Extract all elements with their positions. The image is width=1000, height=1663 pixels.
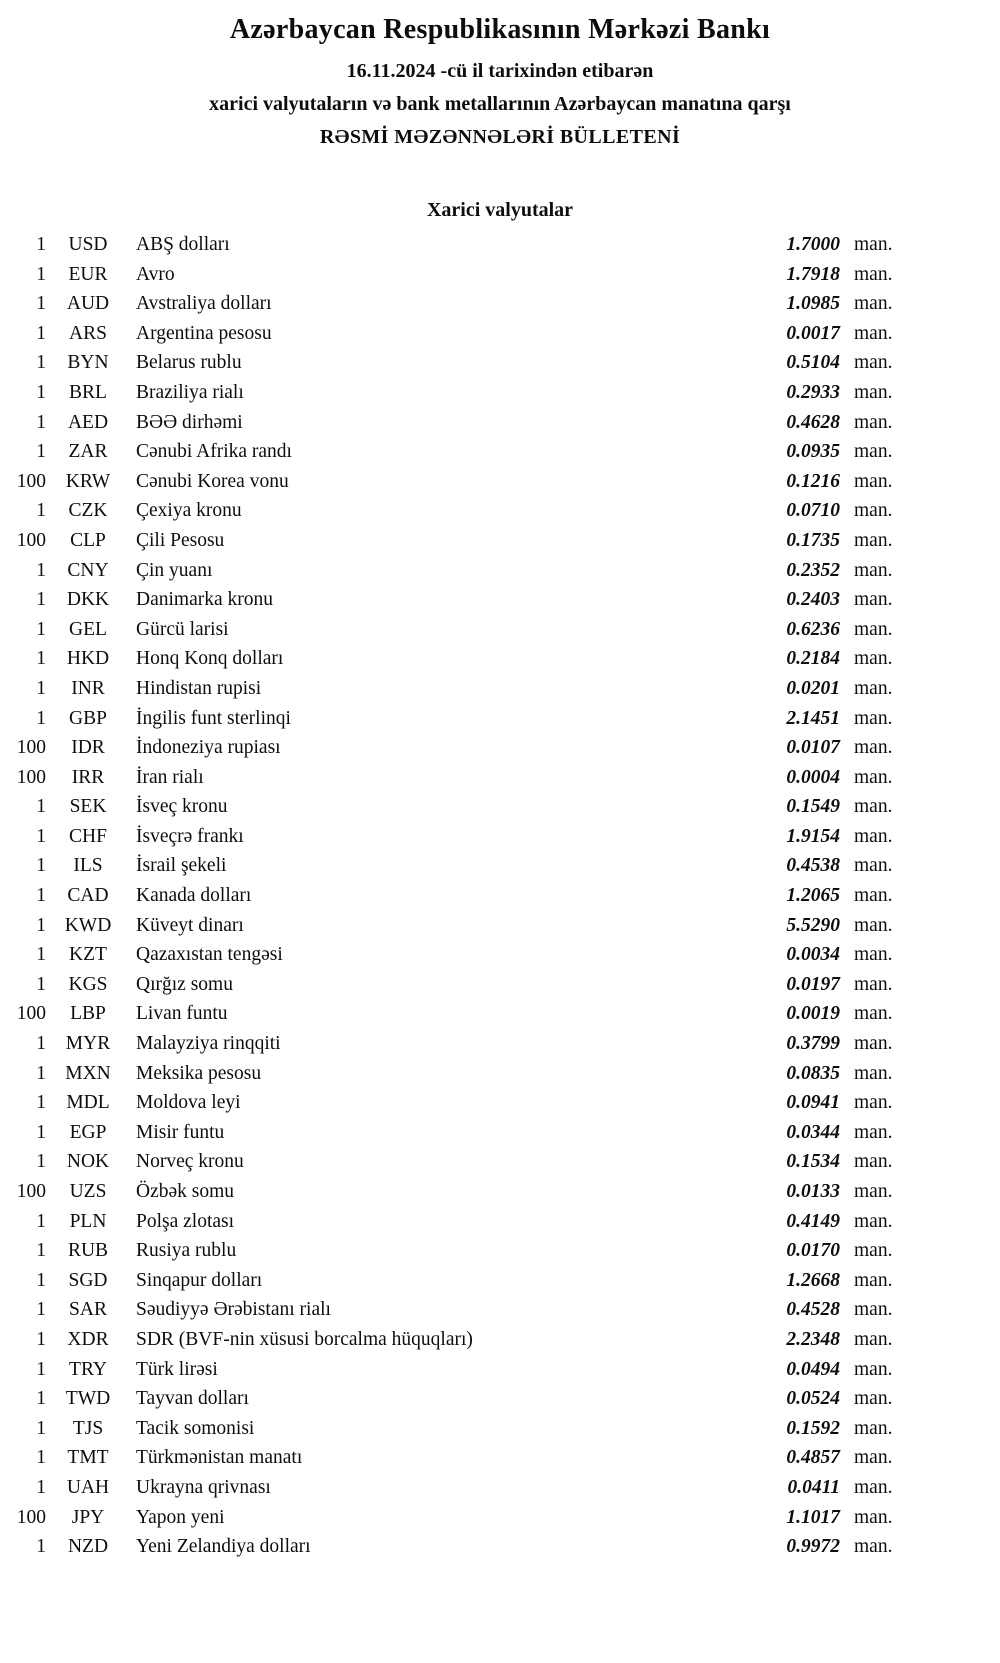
rate-row bbox=[0, 1147, 1000, 1177]
rate-code: CLP bbox=[70, 529, 106, 551]
rate-code: MYR bbox=[65, 1033, 111, 1055]
rate-unit: man. bbox=[854, 381, 893, 403]
rate-row bbox=[0, 1532, 1000, 1562]
rate-code: GBP bbox=[69, 707, 107, 729]
rate-value: 0.2933 bbox=[786, 381, 840, 403]
rate-value: 0.0034 bbox=[786, 944, 840, 966]
rate-qty: 1 bbox=[36, 618, 46, 640]
rate-name: Qazaxıstan tengəsi bbox=[136, 944, 283, 966]
rate-row bbox=[0, 674, 1000, 704]
rate-unit: man. bbox=[854, 1328, 893, 1350]
rate-code: UAH bbox=[66, 1476, 110, 1498]
rate-qty: 1 bbox=[36, 973, 46, 995]
rate-value: 1.2065 bbox=[786, 885, 840, 907]
rate-row bbox=[0, 348, 1000, 378]
rate-qty: 100 bbox=[16, 1506, 46, 1528]
rate-unit: man. bbox=[854, 1536, 893, 1558]
rate-code: NOK bbox=[66, 1151, 110, 1173]
rate-qty: 1 bbox=[36, 1536, 46, 1558]
rate-unit: man. bbox=[854, 973, 893, 995]
rate-row bbox=[0, 1118, 1000, 1148]
rate-unit: man. bbox=[854, 352, 893, 374]
rate-name: Gürcü larisi bbox=[136, 618, 229, 640]
rate-code: ILS bbox=[73, 855, 103, 877]
rate-value: 0.0019 bbox=[786, 1003, 840, 1025]
rate-row bbox=[0, 1325, 1000, 1355]
rate-unit: man. bbox=[854, 589, 893, 611]
rate-code: KZT bbox=[69, 944, 107, 966]
rate-code: MDL bbox=[66, 1092, 110, 1114]
rate-qty: 1 bbox=[36, 1240, 46, 1262]
rate-value: 0.0494 bbox=[786, 1358, 840, 1380]
rate-unit: man. bbox=[854, 677, 893, 699]
section-title-foreign-currencies: Xarici valyutalar bbox=[426, 199, 574, 221]
rate-name: Çin yuanı bbox=[136, 559, 213, 581]
rate-value: 0.0941 bbox=[786, 1092, 840, 1114]
rate-row bbox=[0, 1088, 1000, 1118]
rate-row bbox=[0, 1414, 1000, 1444]
rate-row bbox=[0, 1384, 1000, 1414]
rate-row bbox=[0, 496, 1000, 526]
rate-name: Türkmənistan manatı bbox=[136, 1447, 303, 1469]
rate-value: 0.0201 bbox=[786, 677, 840, 699]
rate-value: 0.4857 bbox=[786, 1447, 840, 1469]
rate-unit: man. bbox=[854, 322, 893, 344]
rate-name: İsveçrə frankı bbox=[136, 825, 244, 847]
rate-row bbox=[0, 763, 1000, 793]
rate-qty: 1 bbox=[36, 914, 46, 936]
rate-name: Tacik somonisi bbox=[136, 1417, 255, 1439]
rate-row bbox=[0, 1177, 1000, 1207]
rate-unit: man. bbox=[854, 885, 893, 907]
rate-row bbox=[0, 999, 1000, 1029]
rate-name: Misir funtu bbox=[136, 1121, 225, 1143]
rate-name: Qırğız somu bbox=[136, 973, 233, 995]
rate-code: UZS bbox=[69, 1181, 107, 1202]
rate-name: Çili Pesosu bbox=[136, 529, 225, 551]
rate-code: BRL bbox=[69, 381, 107, 403]
rate-name: İndoneziya rupiası bbox=[136, 737, 281, 759]
rate-row bbox=[0, 1236, 1000, 1266]
rate-value: 0.0344 bbox=[786, 1121, 840, 1143]
rate-name: Avstraliya dolları bbox=[136, 293, 272, 315]
rate-code: EUR bbox=[68, 263, 108, 285]
rate-value: 0.4528 bbox=[786, 1299, 840, 1321]
rate-row bbox=[0, 792, 1000, 822]
rate-unit: man. bbox=[854, 1121, 893, 1143]
rates-table bbox=[0, 230, 1000, 1562]
rate-qty: 1 bbox=[36, 381, 46, 403]
rate-unit: man. bbox=[854, 470, 893, 492]
rate-qty: 1 bbox=[36, 1033, 46, 1055]
rate-row bbox=[0, 526, 1000, 556]
rate-qty: 100 bbox=[16, 1181, 46, 1202]
rate-code: PLN bbox=[69, 1210, 107, 1232]
rate-name: Meksika pesosu bbox=[136, 1062, 262, 1084]
rate-value: 0.1534 bbox=[786, 1151, 840, 1173]
rate-name: Norveç kronu bbox=[136, 1151, 244, 1173]
rate-value: 0.1549 bbox=[786, 796, 840, 818]
rate-value: 1.9154 bbox=[786, 825, 840, 847]
rate-row bbox=[0, 1295, 1000, 1325]
rate-value: 0.6236 bbox=[786, 618, 840, 640]
rate-name: Polşa zlotası bbox=[136, 1210, 235, 1232]
rate-name: İsrail şekeli bbox=[136, 855, 227, 877]
rate-row bbox=[0, 319, 1000, 349]
rate-unit: man. bbox=[854, 234, 893, 255]
rate-code: IDR bbox=[71, 737, 105, 759]
rate-code: HKD bbox=[66, 648, 110, 670]
rate-name: Türk lirəsi bbox=[136, 1358, 218, 1380]
rate-unit: man. bbox=[854, 529, 893, 551]
rate-row bbox=[0, 704, 1000, 734]
rate-code: MXN bbox=[65, 1062, 111, 1084]
rate-value: 0.4149 bbox=[786, 1210, 840, 1232]
rate-name: İran rialı bbox=[136, 766, 204, 788]
rate-qty: 1 bbox=[36, 1328, 46, 1350]
rate-name: Hindistan rupisi bbox=[136, 677, 262, 699]
rate-value: 2.1451 bbox=[786, 707, 840, 729]
rate-row bbox=[0, 467, 1000, 497]
rate-code: GEL bbox=[69, 618, 107, 640]
rate-code: BYN bbox=[67, 352, 109, 374]
rate-name: SDR (BVF-nin xüsusi borcalma hüquqları) bbox=[136, 1328, 473, 1350]
rate-code: CZK bbox=[68, 500, 108, 522]
rate-name: Çexiya kronu bbox=[136, 500, 242, 522]
rate-row bbox=[0, 615, 1000, 645]
rate-unit: man. bbox=[854, 1210, 893, 1232]
rate-qty: 1 bbox=[36, 1269, 46, 1291]
rate-value: 1.7000 bbox=[786, 234, 840, 255]
rate-qty: 100 bbox=[16, 1003, 46, 1025]
rate-name: Tayvan dolları bbox=[136, 1388, 249, 1410]
rate-row bbox=[0, 822, 1000, 852]
rate-value: 0.0197 bbox=[786, 973, 840, 995]
rate-value: 0.2352 bbox=[786, 559, 840, 581]
rate-code: SGD bbox=[68, 1269, 108, 1291]
rate-qty: 1 bbox=[36, 234, 46, 255]
rate-name: Malayziya rinqqiti bbox=[136, 1033, 281, 1055]
rate-qty: 1 bbox=[36, 1358, 46, 1380]
rate-name: Belarus rublu bbox=[136, 352, 242, 374]
rate-code: TRY bbox=[69, 1358, 107, 1380]
rate-value: 0.5104 bbox=[786, 352, 840, 374]
rate-value: 0.9972 bbox=[786, 1536, 840, 1558]
rate-unit: man. bbox=[854, 1092, 893, 1114]
rate-unit: man. bbox=[854, 1240, 893, 1262]
rate-row bbox=[0, 230, 1000, 260]
rate-unit: man. bbox=[854, 914, 893, 936]
rate-row bbox=[0, 289, 1000, 319]
rate-qty: 1 bbox=[36, 1388, 46, 1410]
rate-unit: man. bbox=[854, 441, 893, 463]
rate-row bbox=[0, 556, 1000, 586]
rate-value: 0.1216 bbox=[786, 470, 840, 492]
rate-value: 0.4628 bbox=[786, 411, 840, 433]
rate-code: CHF bbox=[69, 825, 107, 847]
rate-code: ZAR bbox=[68, 441, 108, 463]
rate-value: 2.2348 bbox=[786, 1328, 840, 1350]
rate-row bbox=[0, 1059, 1000, 1089]
rate-value: 1.1017 bbox=[786, 1506, 840, 1528]
rate-value: 0.2403 bbox=[786, 589, 840, 611]
date-line: 16.11.2024 -cü il tarixindən etibarən bbox=[346, 60, 654, 82]
rate-qty: 1 bbox=[36, 1210, 46, 1232]
rate-name: Argentina pesosu bbox=[136, 322, 272, 344]
rate-qty: 100 bbox=[16, 470, 46, 492]
rate-unit: man. bbox=[854, 500, 893, 522]
rate-code: AED bbox=[67, 411, 109, 433]
bulletin-title: RƏSMİ MƏZƏNNƏLƏRİ BÜLLETENİ bbox=[319, 126, 681, 148]
rate-value: 1.7918 bbox=[786, 263, 840, 285]
rate-name: Livan funtu bbox=[136, 1003, 228, 1025]
rate-value: 0.1592 bbox=[786, 1417, 840, 1439]
rate-value: 1.2668 bbox=[786, 1269, 840, 1291]
rate-row bbox=[0, 585, 1000, 615]
rate-value: 0.0935 bbox=[786, 441, 840, 463]
rate-unit: man. bbox=[854, 825, 893, 847]
rate-row bbox=[0, 1207, 1000, 1237]
rate-value: 0.0524 bbox=[786, 1388, 840, 1410]
rate-qty: 1 bbox=[36, 500, 46, 522]
rate-unit: man. bbox=[854, 707, 893, 729]
rate-qty: 1 bbox=[36, 707, 46, 729]
rate-unit: man. bbox=[854, 293, 893, 315]
rate-row bbox=[0, 733, 1000, 763]
rate-value: 0.0835 bbox=[786, 1062, 840, 1084]
rate-qty: 1 bbox=[36, 441, 46, 463]
rate-name: Rusiya rublu bbox=[136, 1240, 237, 1262]
rate-unit: man. bbox=[854, 855, 893, 877]
rate-row bbox=[0, 1355, 1000, 1385]
rate-unit: man. bbox=[854, 1299, 893, 1321]
rate-code: DKK bbox=[66, 589, 110, 611]
rate-code: JPY bbox=[71, 1506, 105, 1528]
rate-qty: 1 bbox=[36, 1299, 46, 1321]
rate-code: AUD bbox=[66, 293, 110, 315]
rate-qty: 1 bbox=[36, 1062, 46, 1084]
rate-code: EGP bbox=[69, 1121, 107, 1143]
rate-value: 0.0133 bbox=[786, 1181, 840, 1202]
rate-value: 0.3799 bbox=[786, 1033, 840, 1055]
rate-row bbox=[0, 1443, 1000, 1473]
rate-code: NZD bbox=[67, 1536, 109, 1558]
rate-name: Braziliya rialı bbox=[136, 381, 244, 403]
rate-qty: 1 bbox=[36, 825, 46, 847]
rate-name: İngilis funt sterlinqi bbox=[136, 707, 291, 729]
rate-unit: man. bbox=[854, 944, 893, 966]
rate-unit: man. bbox=[854, 1506, 893, 1528]
rate-unit: man. bbox=[854, 1388, 893, 1410]
rate-name: Honq Konq dolları bbox=[136, 648, 284, 670]
rate-value: 0.0004 bbox=[786, 766, 840, 788]
rate-code: TMT bbox=[67, 1447, 109, 1469]
rate-unit: man. bbox=[854, 1476, 893, 1498]
rate-unit: man. bbox=[854, 1358, 893, 1380]
rate-unit: man. bbox=[854, 1003, 893, 1025]
rate-name: ABŞ dolları bbox=[136, 234, 230, 255]
rate-qty: 1 bbox=[36, 293, 46, 315]
rate-value: 5.5290 bbox=[786, 914, 840, 936]
rate-name: Cənubi Afrika randı bbox=[136, 441, 292, 463]
rate-name: Yeni Zelandiya dolları bbox=[136, 1536, 311, 1558]
rate-code: SEK bbox=[69, 796, 107, 818]
rate-row bbox=[0, 1266, 1000, 1296]
scope-line: xarici valyutaların və bank metallarının Azərbaycan manatına qarşı bbox=[209, 93, 791, 115]
rate-row bbox=[0, 1503, 1000, 1533]
rate-row bbox=[0, 851, 1000, 881]
rate-qty: 1 bbox=[36, 411, 46, 433]
rate-name: Moldova leyi bbox=[136, 1092, 241, 1114]
rate-code: XDR bbox=[67, 1328, 109, 1350]
rate-name: BƏƏ dirhəmi bbox=[136, 411, 243, 433]
rate-unit: man. bbox=[854, 559, 893, 581]
bank-title: Azərbaycan Respublikasının Mərkəzi Bankı bbox=[229, 14, 771, 45]
rate-value: 0.0170 bbox=[786, 1240, 840, 1262]
rate-name: Özbək somu bbox=[136, 1181, 235, 1202]
rate-row bbox=[0, 970, 1000, 1000]
rate-value: 0.0411 bbox=[787, 1476, 840, 1498]
rate-row bbox=[0, 378, 1000, 408]
rate-qty: 1 bbox=[36, 322, 46, 344]
rate-unit: man. bbox=[854, 1062, 893, 1084]
rate-code: KRW bbox=[65, 470, 111, 492]
rate-qty: 1 bbox=[36, 796, 46, 818]
rate-unit: man. bbox=[854, 1151, 893, 1173]
rate-qty: 1 bbox=[36, 1121, 46, 1143]
rate-unit: man. bbox=[854, 618, 893, 640]
rate-qty: 100 bbox=[16, 766, 46, 788]
rate-qty: 1 bbox=[36, 559, 46, 581]
rate-value: 0.0107 bbox=[786, 737, 840, 759]
rate-row bbox=[0, 437, 1000, 467]
rate-qty: 1 bbox=[36, 1151, 46, 1173]
rate-unit: man. bbox=[854, 1269, 893, 1291]
rate-value: 0.0710 bbox=[786, 500, 840, 522]
rate-qty: 1 bbox=[36, 1476, 46, 1498]
rate-name: Cənubi Korea vonu bbox=[136, 470, 289, 492]
rate-code: KWD bbox=[64, 914, 112, 936]
rate-row bbox=[0, 1029, 1000, 1059]
rate-unit: man. bbox=[854, 796, 893, 818]
rate-qty: 100 bbox=[16, 529, 46, 551]
rate-qty: 1 bbox=[36, 263, 46, 285]
rate-row bbox=[0, 881, 1000, 911]
rate-qty: 100 bbox=[16, 737, 46, 759]
rate-code: TJS bbox=[72, 1417, 104, 1439]
rate-unit: man. bbox=[854, 766, 893, 788]
rate-code: SAR bbox=[69, 1299, 107, 1321]
rate-code: CNY bbox=[67, 559, 109, 581]
rate-code: CAD bbox=[67, 885, 109, 907]
rate-qty: 1 bbox=[36, 589, 46, 611]
rate-row bbox=[0, 644, 1000, 674]
rate-row bbox=[0, 911, 1000, 941]
rate-code: TWD bbox=[65, 1388, 111, 1410]
rate-code: INR bbox=[71, 677, 105, 699]
rate-value: 0.0017 bbox=[786, 322, 840, 344]
rate-qty: 1 bbox=[36, 648, 46, 670]
rate-qty: 1 bbox=[36, 1447, 46, 1469]
rate-value: 0.1735 bbox=[786, 529, 840, 551]
rate-unit: man. bbox=[854, 1447, 893, 1469]
rate-unit: man. bbox=[854, 411, 893, 433]
rate-qty: 1 bbox=[36, 885, 46, 907]
rate-code: LBP bbox=[70, 1003, 106, 1025]
rate-name: Səudiyyə Ərəbistanı rialı bbox=[136, 1299, 331, 1321]
rate-qty: 1 bbox=[36, 1092, 46, 1114]
rate-unit: man. bbox=[854, 648, 893, 670]
rate-qty: 1 bbox=[36, 944, 46, 966]
rate-value: 0.2184 bbox=[786, 648, 840, 670]
rate-value: 1.0985 bbox=[786, 293, 840, 315]
rate-qty: 1 bbox=[36, 1417, 46, 1439]
rate-name: Kanada dolları bbox=[136, 885, 252, 907]
rate-code: KGS bbox=[68, 973, 108, 995]
rate-unit: man. bbox=[854, 1181, 893, 1202]
rate-unit: man. bbox=[854, 1033, 893, 1055]
rate-qty: 1 bbox=[36, 677, 46, 699]
rate-name: İsveç kronu bbox=[136, 796, 228, 818]
rate-unit: man. bbox=[854, 737, 893, 759]
rate-qty: 1 bbox=[36, 855, 46, 877]
rate-name: Sinqapur dolları bbox=[136, 1269, 263, 1291]
rate-row bbox=[0, 1473, 1000, 1503]
rate-name: Yapon yeni bbox=[136, 1506, 225, 1528]
rate-name: Danimarka kronu bbox=[136, 589, 273, 611]
rate-name: Ukrayna qrivnası bbox=[136, 1476, 271, 1498]
rate-unit: man. bbox=[854, 263, 893, 285]
rate-row bbox=[0, 940, 1000, 970]
rate-code: ARS bbox=[69, 322, 107, 344]
rate-name: Avro bbox=[136, 263, 175, 285]
rate-unit: man. bbox=[854, 1417, 893, 1439]
rate-qty: 1 bbox=[36, 352, 46, 374]
rate-name: Küveyt dinarı bbox=[136, 914, 244, 936]
rate-code: IRR bbox=[71, 766, 105, 788]
rate-row bbox=[0, 260, 1000, 290]
rate-code: RUB bbox=[67, 1240, 109, 1262]
rate-row bbox=[0, 408, 1000, 438]
rate-value: 0.4538 bbox=[786, 855, 840, 877]
rate-code: USD bbox=[68, 234, 108, 255]
